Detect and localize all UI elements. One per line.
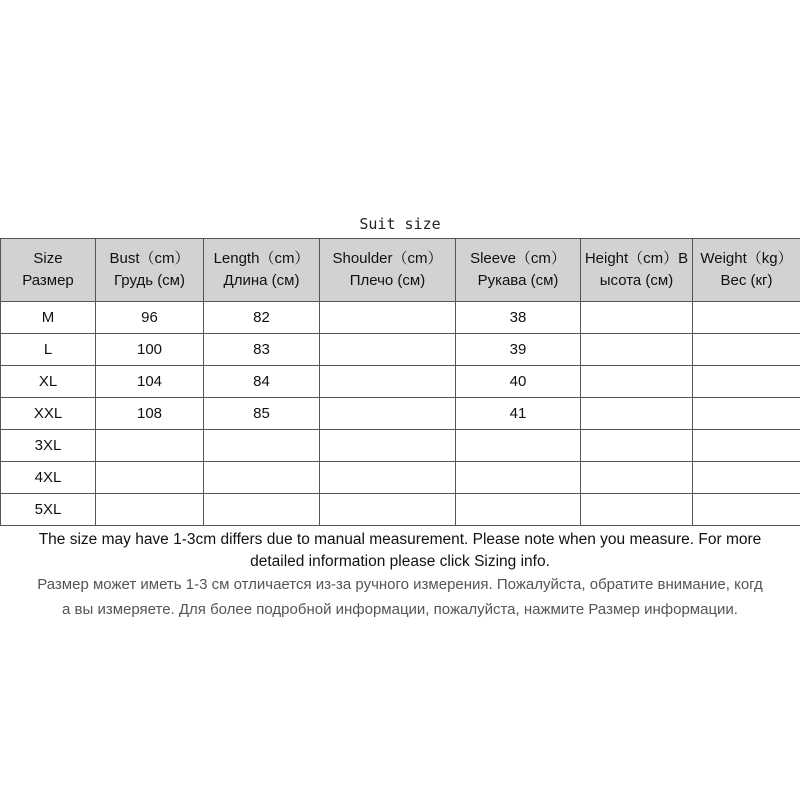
cell-size: XXL bbox=[1, 398, 96, 430]
note-ru-line: а вы измеряете. Для более подробной информации, пожалуйста, нажмите Размер информации. bbox=[62, 601, 738, 618]
cell-bust: 104 bbox=[96, 366, 204, 398]
cell-weight bbox=[693, 430, 800, 462]
cell-weight bbox=[693, 302, 800, 334]
cell-sleeve bbox=[456, 462, 581, 494]
cell-bust: 100 bbox=[96, 334, 204, 366]
cell-height bbox=[581, 366, 693, 398]
table-row bbox=[1, 334, 800, 366]
cell-size: XL bbox=[1, 366, 96, 398]
cell-bust bbox=[96, 494, 204, 526]
cell-length: 84 bbox=[204, 366, 320, 398]
header-height: Height（cm）В ысота (см) bbox=[581, 239, 693, 302]
cell-bust: 108 bbox=[96, 398, 204, 430]
cell-sleeve: 38 bbox=[456, 302, 581, 334]
table-row bbox=[1, 462, 800, 494]
cell-length: 82 bbox=[204, 302, 320, 334]
cell-sleeve: 39 bbox=[456, 334, 581, 366]
cell-size: M bbox=[1, 302, 96, 334]
note-en-line: The size may have 1-3cm differs due to manual measurement. Please note when you measure. For more bbox=[38, 531, 762, 548]
cell-bust bbox=[96, 462, 204, 494]
cell-shoulder bbox=[320, 302, 456, 334]
cell-weight bbox=[693, 334, 800, 366]
cell-height bbox=[581, 430, 693, 462]
cell-length: 83 bbox=[204, 334, 320, 366]
header-bust: Bust（cm） Грудь (см) bbox=[96, 239, 204, 302]
cell-shoulder bbox=[320, 430, 456, 462]
measurement-note-russian bbox=[0, 572, 800, 622]
header-weight: Weight（kg） Вес (кг) bbox=[693, 239, 800, 302]
table-row bbox=[1, 366, 800, 398]
cell-sleeve: 40 bbox=[456, 366, 581, 398]
size-chart-table bbox=[0, 238, 800, 526]
cell-size: L bbox=[1, 334, 96, 366]
cell-weight bbox=[693, 494, 800, 526]
cell-size: 4XL bbox=[1, 462, 96, 494]
cell-shoulder bbox=[320, 494, 456, 526]
cell-shoulder bbox=[320, 398, 456, 430]
cell-sleeve: 41 bbox=[456, 398, 581, 430]
cell-height bbox=[581, 398, 693, 430]
cell-weight bbox=[693, 398, 800, 430]
cell-length bbox=[204, 494, 320, 526]
cell-height bbox=[581, 334, 693, 366]
table-row bbox=[1, 302, 800, 334]
note-en-line: detailed information please click Sizing info. bbox=[250, 553, 550, 570]
header-shoulder: Shoulder（cm） Плечо (см) bbox=[320, 239, 456, 302]
cell-bust bbox=[96, 430, 204, 462]
note-ru-line: Размер может иметь 1-3 см отличается из-за ручного измерения. Пожалуйста, обратите внимание, когд bbox=[37, 576, 763, 593]
cell-weight bbox=[693, 366, 800, 398]
cell-shoulder bbox=[320, 366, 456, 398]
cell-sleeve bbox=[456, 430, 581, 462]
cell-size: 5XL bbox=[1, 494, 96, 526]
cell-height bbox=[581, 462, 693, 494]
cell-length bbox=[204, 430, 320, 462]
cell-sleeve bbox=[456, 494, 581, 526]
cell-height bbox=[581, 302, 693, 334]
cell-shoulder bbox=[320, 334, 456, 366]
table-row bbox=[1, 398, 800, 430]
cell-size: 3XL bbox=[1, 430, 96, 462]
measurement-note-english bbox=[0, 529, 800, 573]
cell-shoulder bbox=[320, 462, 456, 494]
header-length: Length（cm） Длина (см) bbox=[204, 239, 320, 302]
cell-height bbox=[581, 494, 693, 526]
cell-length: 85 bbox=[204, 398, 320, 430]
header-sleeve: Sleeve（cm） Рукава (см) bbox=[456, 239, 581, 302]
table-row bbox=[1, 430, 800, 462]
cell-length bbox=[204, 462, 320, 494]
header-size: Size Размер bbox=[1, 239, 96, 302]
cell-bust: 96 bbox=[96, 302, 204, 334]
table-title: Suit size bbox=[359, 215, 441, 233]
table-row bbox=[1, 494, 800, 526]
cell-weight bbox=[693, 462, 800, 494]
header-row bbox=[1, 239, 800, 302]
